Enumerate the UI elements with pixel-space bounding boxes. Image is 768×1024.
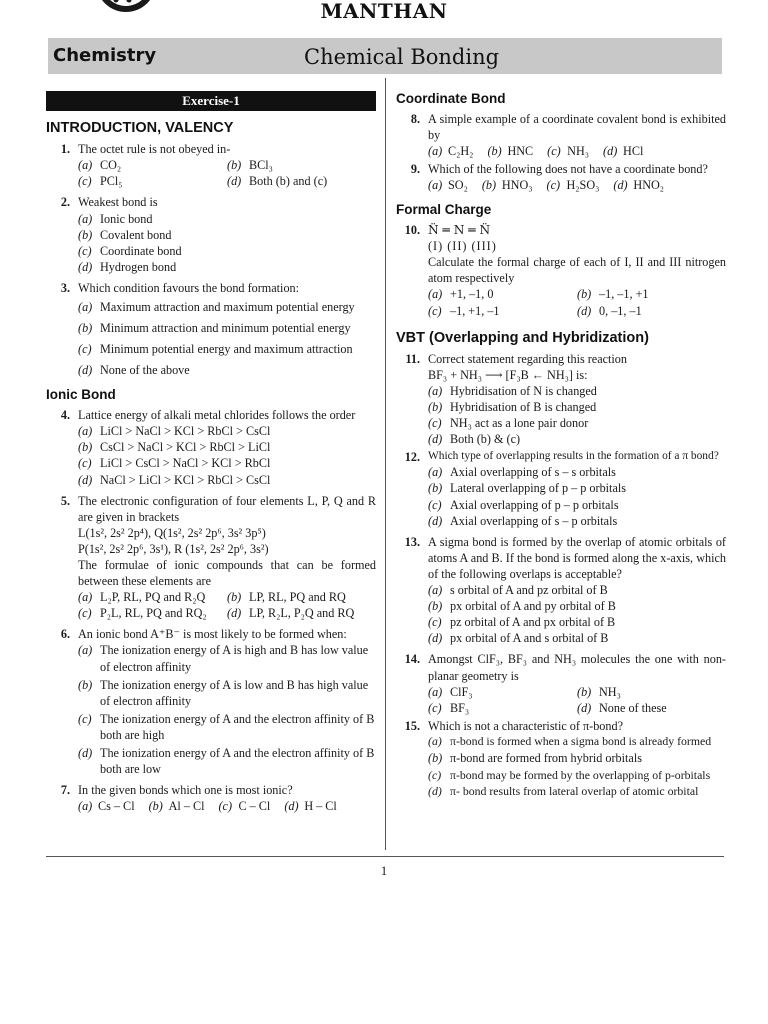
- option-c: (c) –1, +1, –1: [428, 303, 500, 318]
- section-heading-formal-charge: Formal Charge: [396, 202, 492, 218]
- option-text: NH₃: [567, 144, 590, 158]
- option-d: (d) The ionization energy of A and the electron affinity of B both are low: [78, 746, 375, 777]
- option-d: (d) 0, –1, –1: [577, 303, 642, 318]
- option-text: ClF₃: [450, 684, 473, 699]
- page-number: 1: [380, 863, 388, 878]
- option-text: LP, RL, PQ and RQ: [249, 590, 346, 605]
- option-a: (a) Cs – Cl: [78, 799, 135, 814]
- option-text: Coordinate bond: [100, 243, 182, 258]
- question-text: Weakest bond is: [78, 195, 158, 210]
- option-a: (a) CO₂: [78, 158, 122, 173]
- question-number: 8.: [410, 111, 420, 126]
- question-13: [396, 534, 726, 647]
- question-1: [46, 141, 376, 189]
- option-d: (d) Axial overlapping of s – p orbitals: [428, 513, 618, 528]
- option-text: Ionic bond: [100, 211, 153, 226]
- option-text: pz orbital of A and px orbital of B: [450, 615, 616, 630]
- option-text: px orbital of A and s orbital of B: [450, 631, 609, 646]
- option-d: (d) NaCl > LiCl > KCl > RbCl > CsCl: [78, 472, 271, 487]
- option-c: (c) LiCl > CsCl > NaCl > KCl > RbCl: [78, 456, 271, 471]
- section-heading-ionic-bond: Ionic Bond: [46, 387, 116, 403]
- option-a: (a) ClF₃: [428, 684, 473, 699]
- option-text: NH₃: [599, 684, 621, 699]
- question-text: The octet rule is not obeyed in-: [78, 142, 231, 157]
- option-text: C – Cl: [238, 799, 271, 814]
- option-text: Hybridisation of B is changed: [450, 400, 597, 415]
- question-text: The electronic configuration of four elements L, P, Q and R are given in brackets: [78, 493, 376, 524]
- option-a: (a) LiCl > NaCl > KCl > RbCl > CsCl: [78, 424, 271, 439]
- question-10: [396, 222, 726, 319]
- option-text: +1, –1, 0: [450, 287, 494, 302]
- option-a: (a) L₂P, RL, PQ and R₂Q: [78, 590, 206, 605]
- config-line-2: P(1s², 2s² 2p⁶, 3s¹), R (1s², 2s² 2p⁶, 3s²): [78, 541, 269, 556]
- question-text: Which condition favours the bond formation:: [78, 280, 300, 295]
- option-a: (a) π-bond is formed when a sigma bond is already formed: [428, 733, 712, 748]
- option-c: (c) π-bond may be formed by the overlapping of p-orbitals: [428, 767, 711, 782]
- option-c: (c) pz orbital of A and px orbital of B: [428, 615, 616, 630]
- question-7: [46, 782, 376, 814]
- question-3: [46, 280, 376, 378]
- option-c: (c) The ionization energy of A and the electron affinity of B both are high: [78, 711, 375, 742]
- left-column: [46, 90, 376, 816]
- option-text: LiCl > NaCl > KCl > RbCl > CsCl: [100, 424, 271, 439]
- option-b: (b) CsCl > NaCl > KCl > RbCl > LiCl: [78, 440, 271, 455]
- option-d: (d) HNO₂: [613, 178, 665, 193]
- chapter-title: Chemical Bonding: [304, 45, 500, 69]
- atom-labels: (I) (II) (III): [428, 239, 497, 254]
- question-2: [46, 194, 376, 274]
- question-5: [46, 493, 376, 622]
- option-a: (a) s orbital of A and pz orbital of B: [428, 583, 608, 598]
- question-subtext: The formulae of ionic compounds that can be formed between these elements are: [78, 558, 376, 589]
- option-b: (b) –1, –1, +1: [577, 287, 649, 302]
- question-number: 1.: [60, 142, 70, 157]
- option-b: (b) NH₃: [577, 684, 621, 699]
- option-text: The ionization energy of A is low and B has high value of electron affinity: [100, 677, 369, 708]
- option-b: (b) Minimum attraction and minimum potential energy: [78, 321, 351, 336]
- option-d: (d) px orbital of A and s orbital of B: [428, 631, 609, 646]
- option-text: HNO₂: [633, 178, 665, 193]
- option-b: (b) px orbital of A and py orbital of B: [428, 599, 616, 614]
- question-number: 14.: [404, 652, 420, 667]
- option-text: BF₃: [450, 700, 470, 715]
- question-text: Which is not a characteristic of π-bond?: [428, 718, 623, 733]
- chapter-banner: [48, 38, 722, 74]
- option-c: (c) P₂L, RL, PQ and RQ₂: [78, 606, 207, 621]
- option-text: Maximum attraction and maximum potential energy: [100, 299, 355, 314]
- question-number: 15.: [404, 718, 420, 733]
- option-text: 0, –1, –1: [599, 303, 642, 318]
- exercise-heading: Exercise-1: [46, 91, 376, 111]
- option-b: (b) HNC: [487, 144, 534, 158]
- config-line-1: L(1s², 2s² 2p⁴), Q(1s², 2s² 2p⁶, 3s² 3p⁵): [78, 525, 266, 540]
- option-d: (d) HCl: [603, 144, 644, 158]
- option-text: px orbital of A and py orbital of B: [450, 599, 616, 614]
- option-text: –1, +1, –1: [450, 303, 500, 318]
- option-c: (c) Axial overlapping of p – p orbitals: [428, 497, 619, 512]
- option-text: The ionization energy of A and the electron affinity of B both are high: [100, 711, 375, 742]
- question-8: [396, 111, 726, 159]
- question-number: 9.: [410, 162, 420, 177]
- option-d: (d) LP, R₂L, P₂Q and RQ: [227, 606, 355, 621]
- option-b: (b) LP, RL, PQ and RQ: [227, 590, 346, 605]
- option-text: Both (b) & (c): [450, 432, 521, 447]
- option-b: (b) The ionization energy of A is low and B has high value of electron affinity: [78, 677, 369, 708]
- option-text: Hybridisation of N is changed: [450, 383, 597, 398]
- reaction-equation: BF₃ + NH₃ ⟶ [F₃B ← NH₃] is:: [428, 367, 588, 382]
- question-text: In the given bonds which one is most ionic?: [78, 783, 293, 798]
- subject-title: Chemistry: [53, 45, 157, 66]
- option-c: (c) H₂SO₃: [546, 178, 600, 193]
- option-a: (a) Ionic bond: [78, 211, 153, 226]
- option-a: (a) Axial overlapping of s – s orbitals: [428, 465, 616, 480]
- section-heading-coordinate-bond: Coordinate Bond: [396, 91, 506, 106]
- question-text: Which type of overlapping results in the formation of a π bond?: [428, 450, 719, 463]
- lewis-structure: N̈ ═ N ═ N̈: [428, 223, 491, 238]
- option-text: π- bond results from lateral overlap of atomic orbital: [450, 784, 699, 799]
- question-number: 5.: [60, 493, 70, 508]
- option-text: Al – Cl: [168, 799, 205, 814]
- question-number: 12.: [404, 450, 420, 465]
- option-b: (b) HNO₃: [481, 178, 533, 193]
- question-14: [396, 651, 726, 715]
- column-divider: [385, 78, 386, 850]
- option-text: π-bond are formed from hybrid orbitals: [450, 751, 642, 766]
- option-c: (c) NH₃ act as a lone pair donor: [428, 416, 589, 431]
- question-15: [396, 718, 726, 800]
- option-a: (a) SO₂: [428, 178, 468, 193]
- question-text: Which of the following does not have a coordinate bond?: [428, 162, 708, 177]
- question-text: A simple example of a coordinate covalent bond is exhibited by: [428, 111, 726, 142]
- option-b: (b) π-bond are formed from hybrid orbitals: [428, 751, 642, 766]
- option-text: –1, –1, +1: [599, 287, 649, 302]
- option-a: (a) Hybridisation of N is changed: [428, 383, 597, 398]
- option-b: (b) Al – Cl: [148, 799, 205, 814]
- option-text: LP, R₂L, P₂Q and RQ: [249, 606, 355, 621]
- option-text: Cs – Cl: [98, 799, 135, 814]
- option-text: LiCl > CsCl > NaCl > KCl > RbCl: [100, 456, 271, 471]
- option-text: π-bond is formed when a sigma bond is already formed: [450, 733, 712, 748]
- option-text: HNO₃: [501, 178, 533, 193]
- question-number: 7.: [60, 783, 70, 798]
- option-text: None of these: [599, 700, 667, 715]
- option-a: (a) C₂H₂: [428, 144, 474, 158]
- question-text: Lattice energy of alkali metal chlorides follows the order: [78, 408, 356, 423]
- option-a: (a) The ionization energy of A is high and B has low value of electron affinity: [78, 643, 369, 674]
- option-text: CsCl > NaCl > KCl > RbCl > LiCl: [100, 440, 271, 455]
- option-text: CO₂: [100, 158, 122, 173]
- question-9: [396, 161, 726, 193]
- option-d: (d) π- bond results from lateral overlap of atomic orbital: [428, 784, 699, 799]
- question-number: 11.: [405, 351, 420, 366]
- option-c: (c) BF₃: [428, 700, 470, 715]
- section-heading-introduction: INTRODUCTION, VALENCY: [46, 120, 234, 136]
- option-text: H – Cl: [304, 799, 337, 814]
- option-d: (d) H – Cl: [284, 799, 337, 814]
- question-number: 3.: [60, 280, 70, 295]
- section-heading-vbt: VBT (Overlapping and Hybridization): [396, 329, 649, 346]
- option-c: (c) C – Cl: [218, 799, 271, 814]
- option-text: Axial overlapping of p – p orbitals: [450, 497, 619, 512]
- question-6: [46, 626, 376, 777]
- option-d: (d) Both (b) & (c): [428, 432, 521, 447]
- question-text: Correct statement regarding this reaction: [428, 351, 627, 366]
- option-c: (c) Coordinate bond: [78, 243, 182, 258]
- option-a: (a) +1, –1, 0: [428, 287, 494, 302]
- option-text: None of the above: [100, 363, 190, 378]
- option-text: NH₃ act as a lone pair donor: [450, 416, 589, 431]
- option-text: HCl: [623, 144, 644, 158]
- option-b: (b) BCl₃: [227, 158, 273, 173]
- question-text: An ionic bond A⁺B⁻ is most likely to be formed when:: [78, 627, 347, 642]
- question-number: 10.: [404, 223, 420, 238]
- option-text: π-bond may be formed by the overlapping of p-orbitals: [450, 767, 711, 782]
- option-text: Minimum attraction and minimum potential energy: [100, 321, 351, 336]
- option-text: PCl₅: [100, 174, 123, 189]
- option-c: (c) NH₃: [547, 144, 590, 158]
- option-text: SO₂: [448, 178, 468, 193]
- right-column: [396, 90, 726, 802]
- option-text: H₂SO₃: [566, 178, 600, 193]
- option-c: (c) Minimum potential energy and maximum attraction: [78, 342, 353, 357]
- question-text: Calculate the formal charge of each of I, II and III nitrogen atom respectively: [428, 255, 726, 286]
- question-number: 2.: [60, 195, 70, 210]
- option-text: Minimum potential energy and maximum attraction: [100, 342, 353, 357]
- option-d: (d) Both (b) and (c): [227, 174, 328, 189]
- option-d: (d) None of these: [577, 700, 667, 715]
- option-text: s orbital of A and pz orbital of B: [450, 583, 608, 598]
- option-text: Covalent bond: [100, 227, 172, 242]
- option-text: The ionization energy of A and the electron affinity of B both are low: [100, 746, 375, 777]
- question-number: 13.: [404, 534, 420, 549]
- brand-title: MANTHAN: [320, 0, 448, 23]
- option-text: HNC: [507, 144, 534, 158]
- option-text: BCl₃: [249, 158, 273, 173]
- option-d: (d) Hydrogen bond: [78, 259, 177, 274]
- option-b: (b) Lateral overlapping of p – p orbitals: [428, 481, 626, 496]
- option-text: C₂H₂: [448, 144, 474, 158]
- option-text: Axial overlapping of s – p orbitals: [450, 513, 618, 528]
- footer-rule: [46, 856, 724, 857]
- option-text: Hydrogen bond: [100, 259, 177, 274]
- option-text: L₂P, RL, PQ and R₂Q: [100, 590, 206, 605]
- question-12: [396, 449, 726, 528]
- question-11: [396, 351, 726, 448]
- option-c: (c) PCl₅: [78, 174, 123, 189]
- option-text: Axial overlapping of s – s orbitals: [450, 465, 616, 480]
- option-b: (b) Hybridisation of B is changed: [428, 400, 597, 415]
- question-text: A sigma bond is formed by the overlap of atomic orbitals of atoms A and B. If the bond is formed along the x-axis, which of the following overlaps is acceptable?: [428, 534, 726, 581]
- question-4: [46, 407, 376, 487]
- option-d: (d) None of the above: [78, 363, 190, 378]
- question-number: 6.: [60, 627, 70, 642]
- option-text: NaCl > LiCl > KCl > RbCl > CsCl: [100, 472, 271, 487]
- question-number: 4.: [60, 408, 70, 423]
- option-text: The ionization energy of A is high and B has low value of electron affinity: [100, 643, 369, 674]
- option-b: (b) Covalent bond: [78, 227, 172, 242]
- option-text: Both (b) and (c): [249, 174, 328, 189]
- option-text: P₂L, RL, PQ and RQ₂: [100, 606, 207, 621]
- question-text: Amongst ClF₃, BF₃ and NH₃ molecules the one with non-planar geometry is: [428, 652, 726, 683]
- option-text: Lateral overlapping of p – p orbitals: [450, 481, 626, 496]
- option-a: (a) Maximum attraction and maximum potential energy: [78, 299, 355, 314]
